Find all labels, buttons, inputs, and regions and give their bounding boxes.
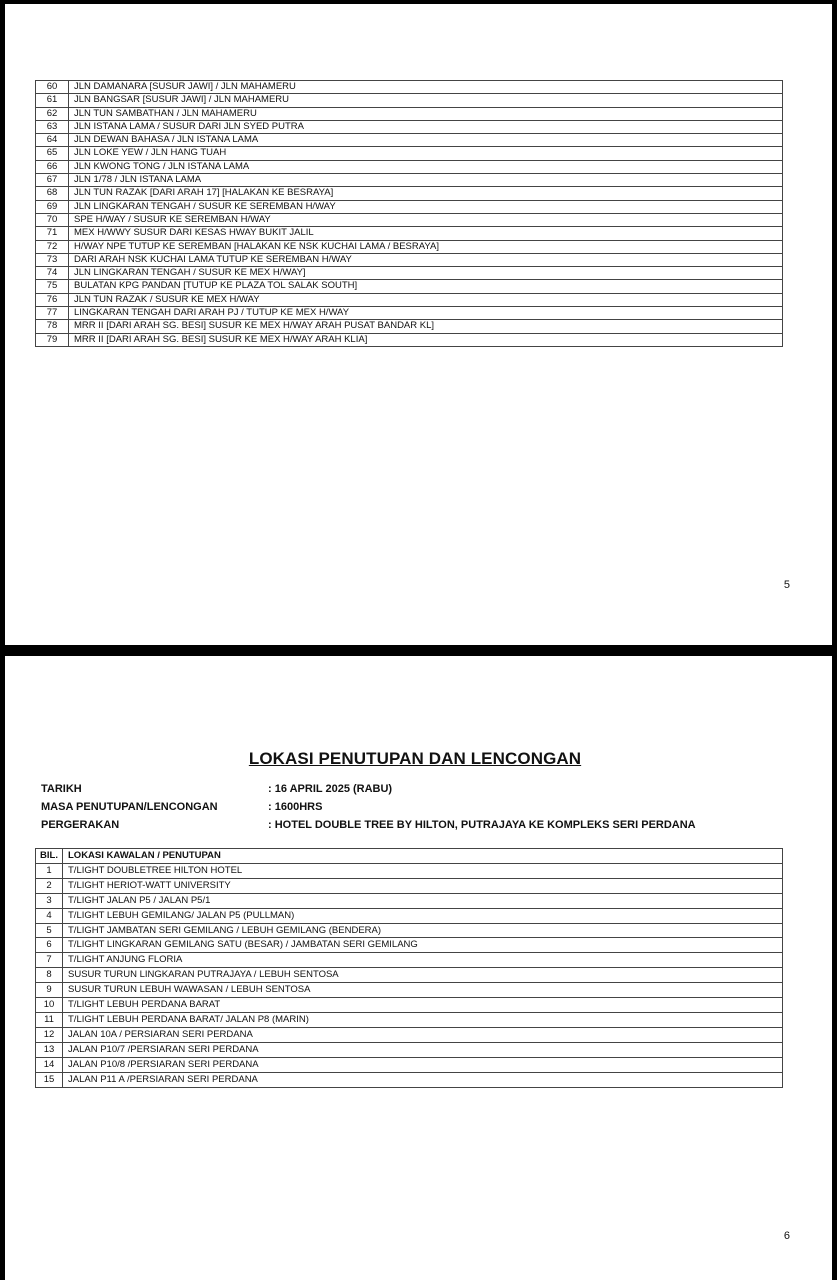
row-number: 69 <box>36 200 69 213</box>
table-row <box>36 1042 783 1057</box>
table-row <box>36 134 783 147</box>
row-number: 13 <box>36 1042 63 1057</box>
row-number: 67 <box>36 174 69 187</box>
row-location: JLN KWONG TONG / JLN ISTANA LAMA <box>69 160 783 173</box>
row-number: 70 <box>36 213 69 226</box>
row-number: 76 <box>36 293 69 306</box>
row-location: JLN TUN RAZAK [DARI ARAH 17] [HALAKAN KE BESRAYA] <box>69 187 783 200</box>
row-location: SUSUR TURUN LINGKARAN PUTRAJAYA / LEBUH SENTOSA <box>63 968 783 983</box>
table-row <box>36 908 783 923</box>
row-number: 68 <box>36 187 69 200</box>
row-location: T/LIGHT LEBUH GEMILANG/ JALAN P5 (PULLMAN) <box>63 908 783 923</box>
row-location: T/LIGHT JALAN P5 / JALAN P5/1 <box>63 893 783 908</box>
row-location: T/LIGHT LEBUH PERDANA BARAT <box>63 998 783 1013</box>
table-row <box>36 983 783 998</box>
row-location: T/LIGHT LEBUH PERDANA BARAT/ JALAN P8 (MARIN) <box>63 1012 783 1027</box>
header-location: LOKASI KAWALAN / PENUTUPAN <box>63 849 783 864</box>
table-row <box>36 938 783 953</box>
table-row <box>36 240 783 253</box>
table-row <box>36 333 783 346</box>
row-number: 10 <box>36 998 63 1013</box>
table-row <box>36 253 783 266</box>
row-location: MEX H/WWY SUSUR DARI KESAS HWAY BUKIT JALIL <box>69 227 783 240</box>
table-row <box>36 923 783 938</box>
row-number: 62 <box>36 107 69 120</box>
table-row <box>36 968 783 983</box>
row-location: T/LIGHT JAMBATAN SERI GEMILANG / LEBUH GEMILANG (BENDERA) <box>63 923 783 938</box>
row-number: 61 <box>36 94 69 107</box>
closure-table-continued <box>35 80 783 347</box>
table-row <box>36 280 783 293</box>
row-location: T/LIGHT ANJUNG FLORIA <box>63 953 783 968</box>
closure-table-body <box>36 81 783 347</box>
row-number: 9 <box>36 983 63 998</box>
row-number: 75 <box>36 280 69 293</box>
row-location: JLN BANGSAR [SUSUR JAWI] / JLN MAHAMERU <box>69 94 783 107</box>
closure-location-table-body <box>36 863 783 1087</box>
time-value: : 1600HRS <box>268 801 323 813</box>
document-page-5 <box>5 4 832 645</box>
table-row <box>36 187 783 200</box>
table-row <box>36 267 783 280</box>
table-row <box>36 147 783 160</box>
movement-value: : HOTEL DOUBLE TREE BY HILTON, PUTRAJAYA KE KOMPLEKS SERI PERDANA <box>268 819 696 831</box>
row-location: H/WAY NPE TUTUP KE SEREMBAN [HALAKAN KE NSK KUCHAI LAMA / BESRAYA] <box>69 240 783 253</box>
document-page-6 <box>5 656 832 1280</box>
row-number: 73 <box>36 253 69 266</box>
row-number: 6 <box>36 938 63 953</box>
row-location: LINGKARAN TENGAH DARI ARAH PJ / TUTUP KE MEX H/WAY <box>69 307 783 320</box>
row-location: JLN LINGKARAN TENGAH / SUSUR KE SEREMBAN H/WAY <box>69 200 783 213</box>
table-row <box>36 307 783 320</box>
row-number: 15 <box>36 1072 63 1087</box>
row-number: 1 <box>36 863 63 878</box>
table-row <box>36 160 783 173</box>
row-number: 5 <box>36 923 63 938</box>
row-location: SPE H/WAY / SUSUR KE SEREMBAN H/WAY <box>69 213 783 226</box>
row-number: 72 <box>36 240 69 253</box>
row-number: 77 <box>36 307 69 320</box>
row-location: MRR II [DARI ARAH SG. BESI] SUSUR KE MEX H/WAY ARAH PUSAT BANDAR KL] <box>69 320 783 333</box>
table-row <box>36 998 783 1013</box>
table-row <box>36 893 783 908</box>
page-number: 5 <box>783 579 790 591</box>
date-value: : 16 APRIL 2025 (RABU) <box>268 783 393 795</box>
row-number: 66 <box>36 160 69 173</box>
table-row <box>36 878 783 893</box>
row-number: 79 <box>36 333 69 346</box>
table-row <box>36 200 783 213</box>
row-location: JALAN P10/8 /PERSIARAN SERI PERDANA <box>63 1057 783 1072</box>
table-row <box>36 320 783 333</box>
row-location: BULATAN KPG PANDAN [TUTUP KE PLAZA TOL SALAK SOUTH] <box>69 280 783 293</box>
date-label: TARIKH <box>41 783 82 795</box>
table-row <box>36 174 783 187</box>
row-location: JLN LOKE YEW / JLN HANG TUAH <box>69 147 783 160</box>
movement-label: PERGERAKAN <box>41 819 120 831</box>
row-number: 64 <box>36 134 69 147</box>
closure-location-table <box>35 848 783 1088</box>
row-location: JLN LINGKARAN TENGAH / SUSUR KE MEX H/WAY] <box>69 267 783 280</box>
row-number: 2 <box>36 878 63 893</box>
table-row <box>36 120 783 133</box>
table-row <box>36 953 783 968</box>
table-header-row <box>36 849 783 864</box>
table-row <box>36 81 783 94</box>
row-location: JLN TUN RAZAK / SUSUR KE MEX H/WAY <box>69 293 783 306</box>
row-number: 71 <box>36 227 69 240</box>
row-location: T/LIGHT HERIOT-WATT UNIVERSITY <box>63 878 783 893</box>
row-location: MRR II [DARI ARAH SG. BESI] SUSUR KE MEX H/WAY ARAH KLIA] <box>69 333 783 346</box>
row-location: JALAN P10/7 /PERSIARAN SERI PERDANA <box>63 1042 783 1057</box>
row-location: JLN DEWAN BAHASA / JLN ISTANA LAMA <box>69 134 783 147</box>
table-row <box>36 107 783 120</box>
header-no: BIL. <box>36 849 63 864</box>
row-number: 12 <box>36 1027 63 1042</box>
row-number: 11 <box>36 1012 63 1027</box>
row-location: T/LIGHT DOUBLETREE HILTON HOTEL <box>63 863 783 878</box>
page-number: 6 <box>783 1230 790 1242</box>
row-location: JLN DAMANARA [SUSUR JAWI] / JLN MAHAMERU <box>69 81 783 94</box>
document-title: LOKASI PENUTUPAN DAN LENCONGAN <box>248 749 582 768</box>
row-location: DARI ARAH NSK KUCHAI LAMA TUTUP KE SEREMBAN H/WAY <box>69 253 783 266</box>
row-location: JALAN P11 A /PERSIARAN SERI PERDANA <box>63 1072 783 1087</box>
table-row <box>36 1072 783 1087</box>
row-location: JLN 1/78 / JLN ISTANA LAMA <box>69 174 783 187</box>
row-location: JLN ISTANA LAMA / SUSUR DARI JLN SYED PUTRA <box>69 120 783 133</box>
row-number: 63 <box>36 120 69 133</box>
row-location: T/LIGHT LINGKARAN GEMILANG SATU (BESAR) / JAMBATAN SERI GEMILANG <box>63 938 783 953</box>
time-label: MASA PENUTUPAN/LENCONGAN <box>41 801 218 813</box>
row-number: 65 <box>36 147 69 160</box>
table-row <box>36 1012 783 1027</box>
table-row <box>36 293 783 306</box>
row-number: 3 <box>36 893 63 908</box>
table-row <box>36 1057 783 1072</box>
row-location: SUSUR TURUN LEBUH WAWASAN / LEBUH SENTOSA <box>63 983 783 998</box>
table-row <box>36 94 783 107</box>
row-location: JALAN 10A / PERSIARAN SERI PERDANA <box>63 1027 783 1042</box>
table-row <box>36 227 783 240</box>
row-number: 8 <box>36 968 63 983</box>
row-number: 74 <box>36 267 69 280</box>
row-number: 7 <box>36 953 63 968</box>
row-location: JLN TUN SAMBATHAN / JLN MAHAMERU <box>69 107 783 120</box>
table-row <box>36 1027 783 1042</box>
row-number: 4 <box>36 908 63 923</box>
table-row <box>36 863 783 878</box>
table-row <box>36 213 783 226</box>
row-number: 78 <box>36 320 69 333</box>
row-number: 60 <box>36 81 69 94</box>
row-number: 14 <box>36 1057 63 1072</box>
